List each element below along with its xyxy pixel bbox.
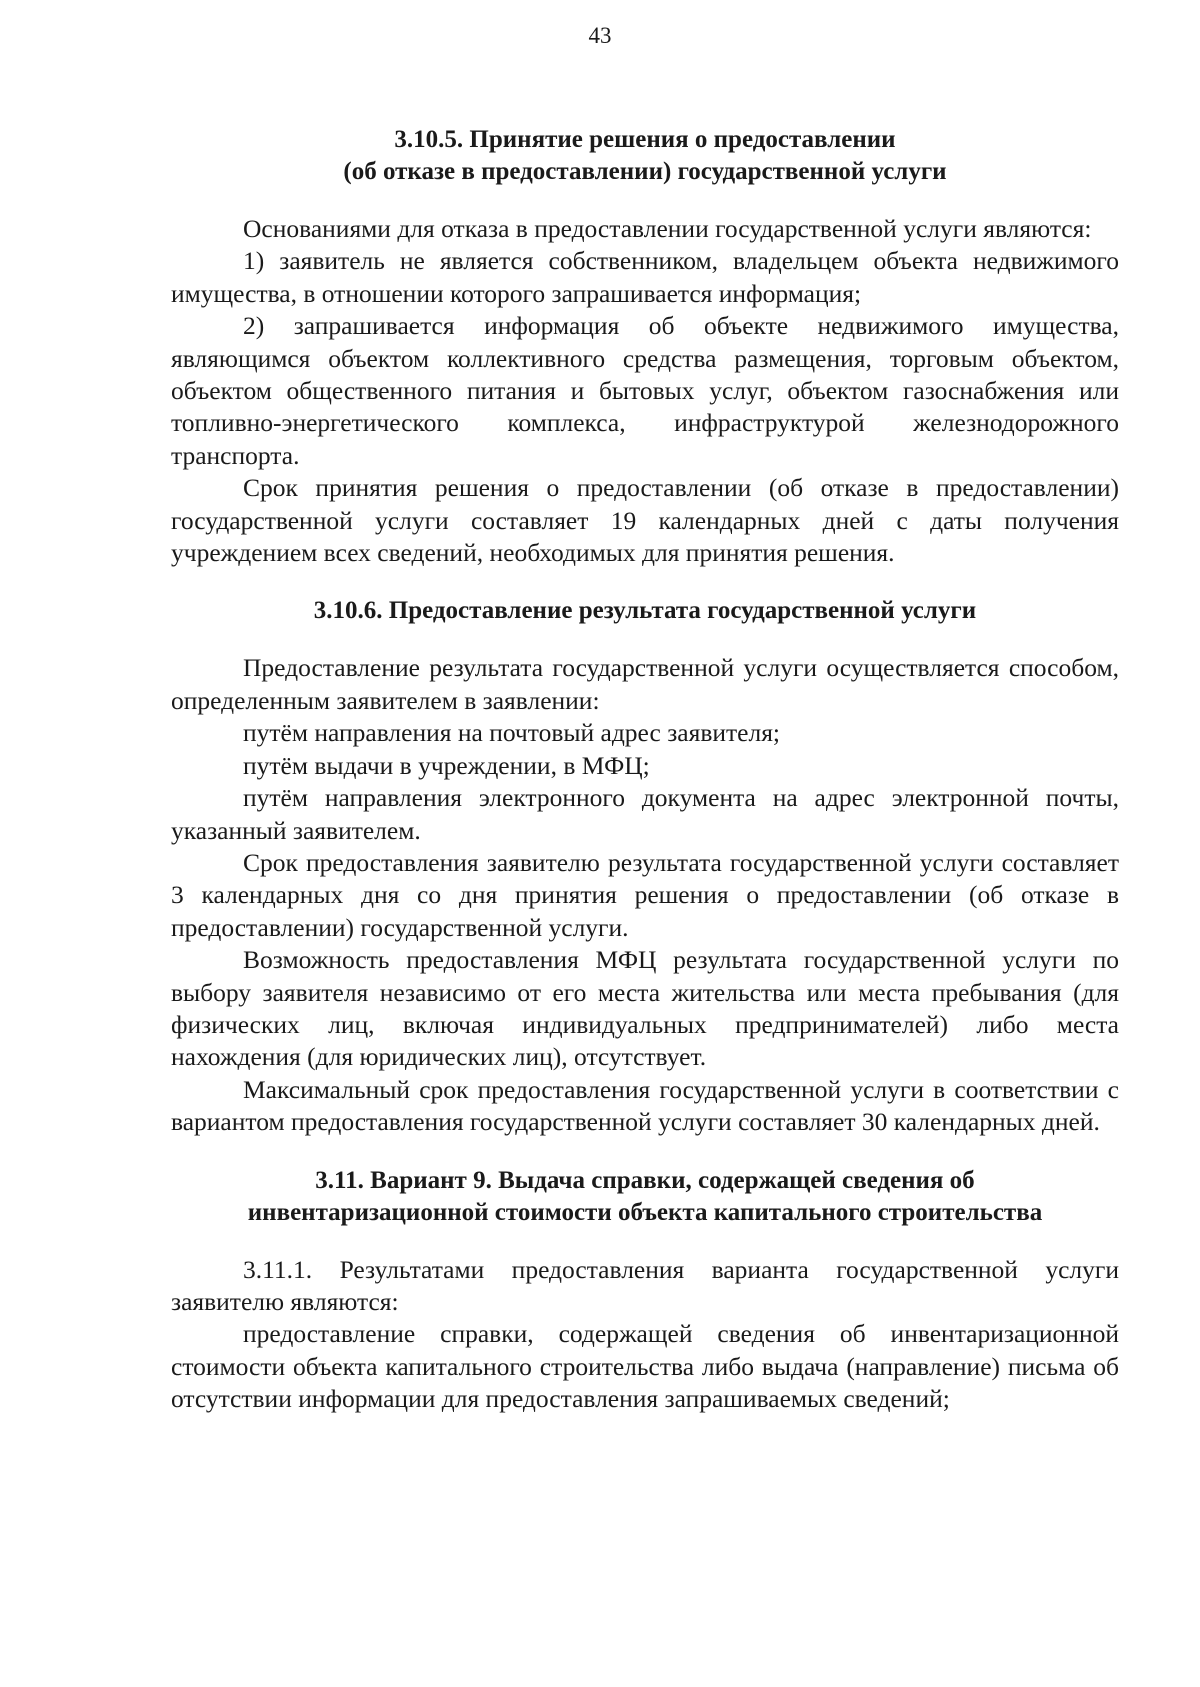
paragraph: Максимальный срок предоставления государственной услуги в соответствии с вариантом предоставления государственной услуги составляет 30 календарных дней. bbox=[171, 1074, 1119, 1137]
paragraph: 3.11.1. Результатами предоставления варианта государственной услуги заявителю являются: bbox=[171, 1254, 1119, 1316]
section-title-line: 3.10.6. Предоставление результата государственной услуги bbox=[313, 597, 977, 625]
paragraph: Срок предоставления заявителю результата государственной услуги составляет 3 календарных дня со дня принятия решения о предоставлении (об отказе в предоставлении) государственной услуги. bbox=[171, 847, 1119, 942]
list-item: путём направления на почтовый адрес заявителя; bbox=[243, 718, 781, 748]
section-title-line: 3.10.5. Принятие решения о предоставлении bbox=[394, 126, 896, 153]
page-number: 43 bbox=[588, 23, 612, 48]
section-title-line: 3.11. Вариант 9. Выдача справки, содержащей сведения об bbox=[315, 1166, 975, 1194]
paragraph: Возможность предоставления МФЦ результата государственной услуги по выбору заявителя независимо от его места жительства или места пребывания (для физических лиц, включая индивидуальных предпринимателей) либо места нахождения (для юридических лиц), отсутствует. bbox=[171, 945, 1119, 1072]
list-item: путём направления электронного документа на адрес электронной почты, указанный заявителем. bbox=[171, 783, 1119, 845]
paragraph: Срок принятия решения о предоставлении (об отказе в предоставлении) государственной услуги составляет 19 календарных дней с даты получения учреждением всех сведений, необходимых для принятия решения. bbox=[171, 473, 1119, 568]
paragraph: Предоставление результата государственной услуги осуществляется способом, определенным заявителем в заявлении: bbox=[171, 653, 1119, 715]
list-item: 2) запрашивается информация об объекте недвижимого имущества, являющимся объектом коллективного средства размещения, торговым объектом, объектом общественного питания и бытовых услуг, объектом газоснабжения или топливно-энергетического комплекса, инфраструктурой железнодорожного транспорта. bbox=[171, 311, 1119, 470]
document-body bbox=[171, 124, 1119, 1416]
section-title bbox=[171, 595, 1119, 627]
list-item: 1) заявитель не является собственником, владельцем объекта недвижимого имущества, в отношении которого запрашивается информация; bbox=[171, 246, 1119, 308]
section-3-10-5 bbox=[171, 124, 1119, 569]
section-title-line: (об отказе в предоставлении) государственной услуги bbox=[343, 158, 947, 185]
paragraph: предоставление справки, содержащей сведения об инвентаризационной стоимости объекта капитального строительства либо выдача (направление) письма об отсутствии информации для предоставления запрашиваемых сведений; bbox=[171, 1319, 1119, 1414]
section-3-10-6 bbox=[171, 595, 1119, 1138]
section-title bbox=[171, 1165, 1119, 1229]
section-3-11 bbox=[171, 1165, 1119, 1416]
paragraph: Основаниями для отказа в предоставлении государственной услуги являются: bbox=[243, 214, 1092, 243]
section-title bbox=[171, 124, 1119, 188]
section-title-line: инвентаризационной стоимости объекта капитального строительства bbox=[247, 1198, 1043, 1226]
list-item: путём выдачи в учреждении, в МФЦ; bbox=[243, 750, 650, 780]
